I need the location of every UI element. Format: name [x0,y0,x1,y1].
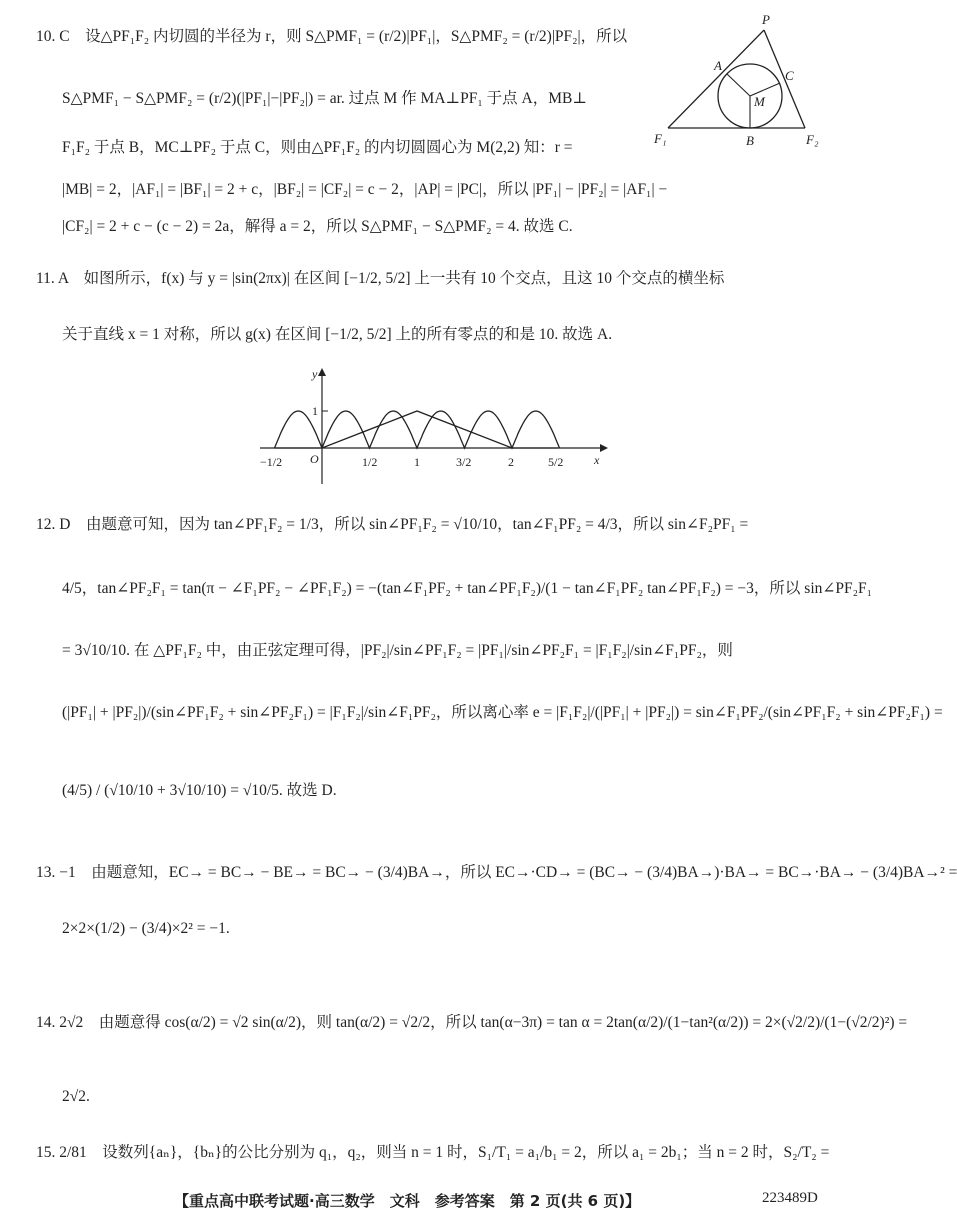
q12-line-4: (|PF₁| + |PF₂|)/(sin∠PF₁F₂ + sin∠PF₂F₁) = |F₁F₂|/sin∠F₁PF₂，所以离心率 e = |F₁F₂|/(|PF₁| + |PF₂|) = sin∠F₁PF₂/(sin∠PF₁F₂ + sin∠PF₂F₁) = [62,704,943,721]
label-F1: F₁ [654,131,667,146]
tick-half: 1/2 [362,455,378,469]
y-one-label: 1 [312,404,318,418]
tick-one: 1 [414,455,420,469]
q10-line-4: |MB| = 2，|AF₁| = |BF₁| = 2 + c，|BF₂| = |CF₂| = c − 2，|AP| = |PC|，所以 |PF₁| − |PF₂| = |AF₁| − [62,181,668,198]
q12-line-1: 12. D 由题意可知，因为 tan∠PF₁F₂ = 1/3，所以 sin∠PF₁F₂ = √10/10，tan∠F₁PF₂ = 4/3，所以 sin∠F₂PF₁ = [36,516,749,533]
q11-line-2: 关于直线 x = 1 对称，所以 g(x) 在区间 [−1/2, 5/2] 上的所有零点的和是 10. 故选 A. [62,326,613,343]
tick-neg-half: −1/2 [260,455,283,469]
label-P: P [762,12,770,27]
q12-line-5: (4/5) / (√10/10 + 3√10/10) = √10/5. 故选 D. [62,782,337,799]
q13-line-2: 2×2×(1/2) − (3/4)×2² = −1. [62,920,230,937]
q10-line-2: S△PMF₁ − S△PMF₂ = (r/2)(|PF₁|−|PF₂|) = ar. 过点 M 作 MA⊥PF₁ 于点 A，MB⊥ [62,90,587,107]
q10-line-3: F₁F₂ 于点 B，MC⊥PF₂ 于点 C，则由△PF₁F₂ 的内切圆圆心为 M(2,2) 知：r = [62,139,573,156]
tick-two: 2 [508,455,514,469]
q14-line-1: 14. 2√2 由题意得 cos(α/2) = √2 sin(α/2)，则 tan(α/2) = √2/2，所以 tan(α−3π) = tan α = 2tan(α/2)/(1−tan²(α/2)) = 2×(√2/2)/(1−(√2/2)²) = [36,1014,908,1031]
x-axis-label: x [594,453,600,467]
sine-graph-figure [250,366,610,488]
label-M: M [754,94,765,109]
q10-line-1: 10. C 设△PF₁F₂ 内切圆的半径为 r，则 S△PMF₁ = (r/2)|PF₁|，S△PMF₂ = (r/2)|PF₂|，所以 [36,28,628,45]
triangle-incircle-figure [648,10,848,155]
q11-line-1: 11. A 如图所示，f(x) 与 y = |sin(2πx)| 在区间 [−1/2, 5/2] 上一共有 10 个交点，且这 10 个交点的横坐标 [36,270,725,287]
q12-line-2: 4/5，tan∠PF₂F₁ = tan(π − ∠F₁PF₂ − ∠PF₁F₂) = −(tan∠F₁PF₂ + tan∠PF₁F₂)/(1 − tan∠F₁PF₂ tan∠PF₁F₂) = −3，所以 sin∠PF₂F₁ [62,580,873,597]
q13-line-1: 13. −1 由题意知，EC→ = BC→ − BE→ = BC→ − (3/4)BA→，所以 EC→·CD→ = (BC→ − (3/4)BA→)·BA→ = BC→·BA→ − (3/4)BA→² = [36,864,957,881]
label-C: C [785,68,794,83]
origin-label: O [310,452,319,466]
footer-title: 【重点高中联考试题·高三数学 文科 参考答案 第 2 页(共 6 页)】 [174,1192,641,1210]
label-A: A [714,58,722,73]
tick-three-halves: 3/2 [456,455,472,469]
q14-line-2: 2√2. [62,1088,90,1105]
footer-code: 223489D [762,1190,818,1206]
q10-line-5: |CF₂| = 2 + c − (c − 2) = 2a，解得 a = 2，所以 S△PMF₁ − S△PMF₂ = 4. 故选 C. [62,218,573,235]
label-F2: F₂ [806,132,819,147]
y-axis-label: y [312,367,318,381]
q15-line-1: 15. 2/81 设数列{aₙ}，{bₙ}的公比分别为 q₁，q₂，则当 n = 1 时，S₁/T₁ = a₁/b₁ = 2，所以 a₁ = 2b₁；当 n = 2 时，S₂/T₂ = [36,1144,830,1161]
tick-five-halves: 5/2 [548,455,564,469]
q12-line-3: = 3√10/10. 在 △PF₁F₂ 中，由正弦定理可得，|PF₂|/sin∠PF₁F₂ = |PF₁|/sin∠PF₂F₁ = |F₁F₂|/sin∠F₁PF₂，则 [62,642,733,659]
label-B: B [746,133,754,148]
